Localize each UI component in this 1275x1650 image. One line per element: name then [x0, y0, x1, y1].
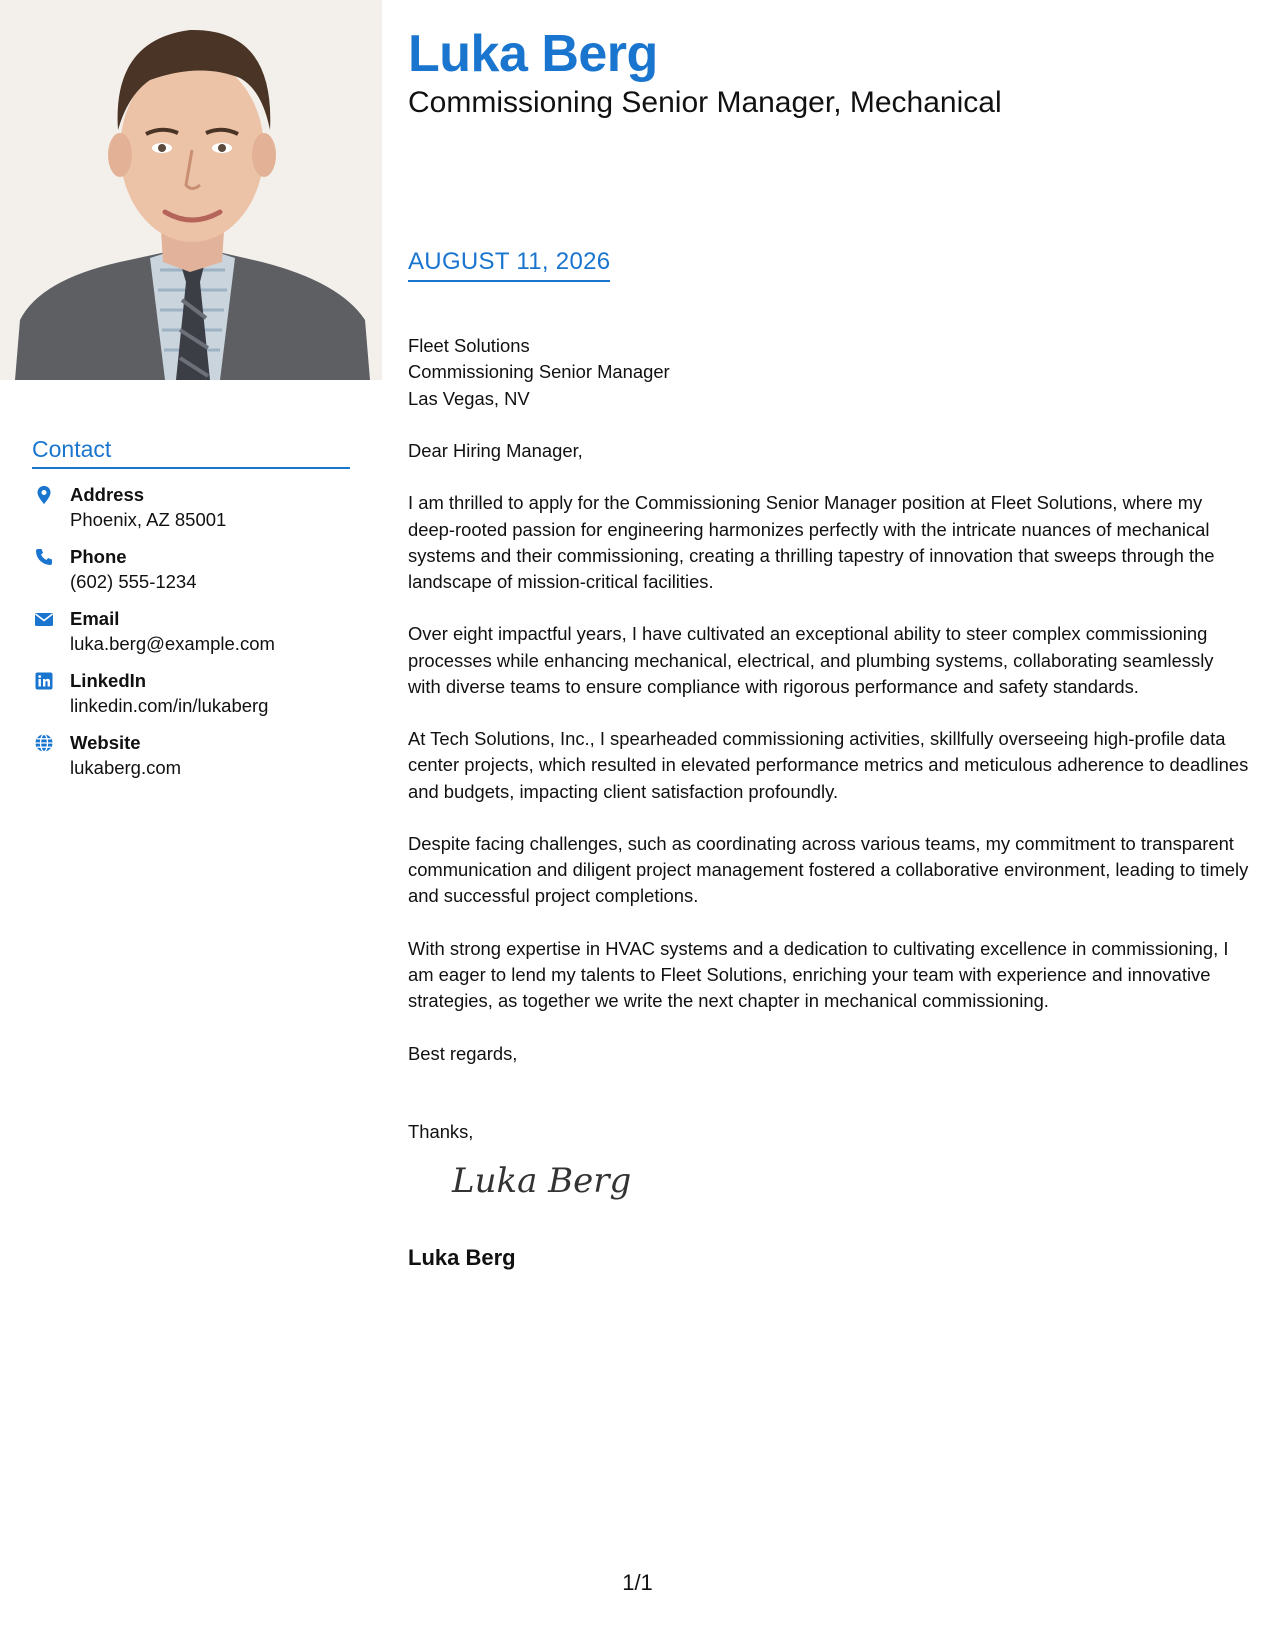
signature-text: Luka Berg [452, 1161, 632, 1201]
thanks: Thanks, [408, 1120, 474, 1142]
globe-icon [34, 733, 54, 753]
recipient-location: Las Vegas, NV [408, 387, 530, 409]
letter-body [408, 307, 1250, 1163]
contact-label: Phone [70, 546, 127, 567]
page-number: 1/1 [622, 1570, 653, 1595]
email-icon [34, 609, 54, 629]
signed-name: Luka Berg [408, 1245, 516, 1270]
contact-section [32, 436, 350, 793]
recipient-company: Fleet Solutions [408, 335, 530, 357]
contact-label: Website [70, 732, 141, 753]
contact-address [32, 483, 350, 532]
paragraph: Over eight impactful years, I have cultivated an exceptional ability to steer complex commissioning processes while enhancing mechanical, electrical, and plumbing systems, collaborating seamlessly with diverse teams to ensure compliance with rigorous performance and safety standards. [408, 623, 1214, 697]
profile-photo [0, 0, 382, 380]
location-pin-icon [34, 485, 54, 505]
signature [448, 1150, 648, 1210]
paragraph: At Tech Solutions, Inc., I spearheaded commissioning activities, skillfully overseeing high-profile data center projects, which resulted in elevated performance metrics and meticulous adherence to deadlines and budgets, impacting client satisfaction profoundly. [408, 728, 1249, 802]
contact-linkedin [32, 669, 350, 718]
applicant-name: Luka Berg [408, 25, 658, 83]
contact-value[interactable]: (602) 555-1234 [70, 571, 197, 592]
letter-date: AUGUST 11, 2026 [408, 248, 610, 282]
salutation: Dear Hiring Manager, [408, 439, 583, 461]
contact-value[interactable]: luka.berg@example.com [70, 633, 275, 654]
phone-icon [34, 547, 54, 567]
contact-label: Address [70, 484, 145, 505]
contact-heading: Contact [32, 436, 350, 469]
paragraph: I am thrilled to apply for the Commissioning Senior Manager position at Fleet Solutions, where my deep-rooted passion for engineering harmonizes perfectly with the intricate nuances of mechanical systems and their commissioning, creating a thrilling tapestry of innovation that sweeps through the landscape of mission-critical facilities. [408, 492, 1215, 592]
avatar-icon [0, 0, 382, 380]
signature-image [448, 1150, 648, 1210]
contact-value[interactable]: lukaberg.com [70, 757, 182, 778]
applicant-role: Commissioning Senior Manager, Mechanical [408, 86, 1002, 119]
contact-value: Phoenix, AZ 85001 [70, 509, 227, 530]
contact-value[interactable]: linkedin.com/in/lukaberg [70, 695, 269, 716]
contact-phone [32, 545, 350, 594]
contact-label: Email [70, 608, 120, 629]
header [408, 22, 1002, 122]
contact-email [32, 607, 350, 656]
linkedin-icon [34, 671, 54, 691]
paragraph: Despite facing challenges, such as coordinating across various teams, my commitment to transparent communication and diligent project management fostered a collaborative environment, leading to timely and successful project completions. [408, 832, 1249, 907]
contact-label: LinkedIn [70, 670, 147, 691]
closing: Best regards, [408, 1042, 518, 1064]
recipient-position: Commissioning Senior Manager [408, 361, 670, 383]
paragraph: With strong expertise in HVAC systems and a dedication to cultivating excellence in commissioning, I am eager to lend my talents to Fleet Solutions, enriching your team with experience and innovative strategies, as together we write the next chapter in mechanical commissioning. [408, 937, 1229, 1012]
contact-website [32, 731, 350, 780]
